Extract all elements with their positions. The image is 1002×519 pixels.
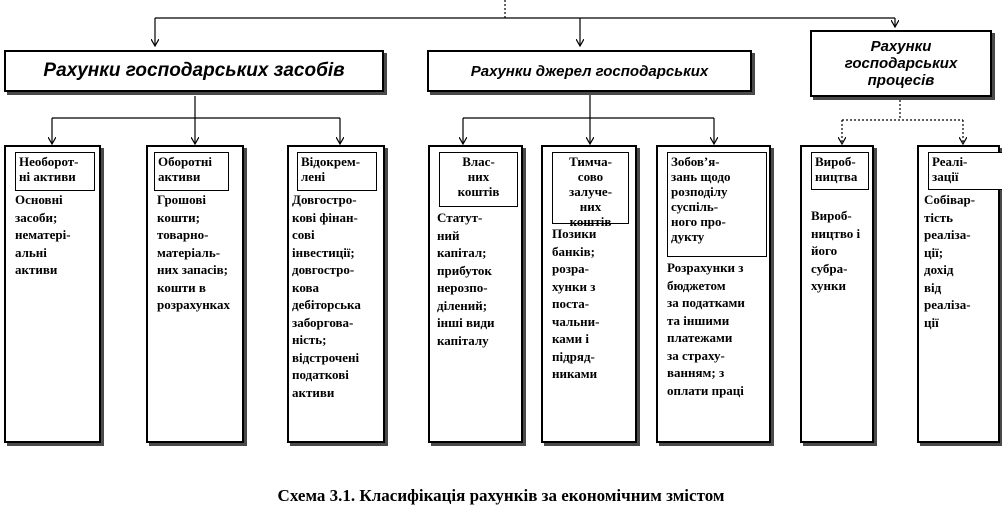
- column-6-body: Розрахунки з бюджетом за податками та іншими платежами за страху- ванням; з оплати праці: [667, 260, 745, 398]
- column-1-body: Основні засоби; нематері- альні активи: [15, 192, 71, 277]
- diagram-caption: Схема 3.1. Класифікація рахунків за економічним змістом: [277, 486, 725, 505]
- category-processes: [810, 30, 992, 97]
- column-2: [146, 145, 244, 443]
- column-4-body: Статут- ний капітал; прибуток нерозпо- ділений; інші види капіталу: [437, 210, 495, 348]
- column-4-title: Влас- них коштів: [439, 152, 518, 207]
- column-3-title: Відокрем- лені: [297, 152, 377, 191]
- category-sources: [427, 50, 752, 92]
- column-5-body: Позики банків; розра- хунки з поста- чальни- ками і підряд- никами: [552, 226, 600, 381]
- category-assets-label: Рахунки господарських засобів: [43, 60, 345, 81]
- column-1: [4, 145, 101, 443]
- column-5: [541, 145, 637, 443]
- column-2-body: Грошові кошти; товарно- матеріаль- них запасів; кошти в розрахунках: [157, 192, 230, 312]
- column-5-title: Тимча- сово залуче- них коштів: [552, 152, 629, 224]
- column-4: [428, 145, 523, 443]
- column-7-body: Вироб- ництво і його субра- хунки: [811, 208, 861, 293]
- column-6: [656, 145, 771, 443]
- category-processes-label: Рахунки господарських процесів: [844, 38, 958, 89]
- column-8-title: Реалі- зації: [928, 152, 1002, 190]
- column-2-title: Оборотні активи: [154, 152, 229, 191]
- column-7: [800, 145, 874, 443]
- column-8: [917, 145, 1000, 443]
- column-1-title: Необорот- ні активи: [15, 152, 95, 191]
- column-6-title: Зобов’я- зань щодо розподілу суспіль- ного про- дукту: [667, 152, 767, 257]
- category-assets: [4, 50, 384, 92]
- column-8-body: Собівар- тість реаліза- ції; дохід від реаліза- ції: [924, 192, 976, 330]
- column-3-body: Довгостро- кові фінан- сові інвестиції; довгостро- кова дебіторська заборгова- ність; відстрочені податкові активи: [292, 192, 361, 400]
- category-sources-label: Рахунки джерел господарських: [470, 62, 709, 80]
- column-7-title: Вироб- ництва: [811, 152, 869, 190]
- column-3: [287, 145, 385, 443]
